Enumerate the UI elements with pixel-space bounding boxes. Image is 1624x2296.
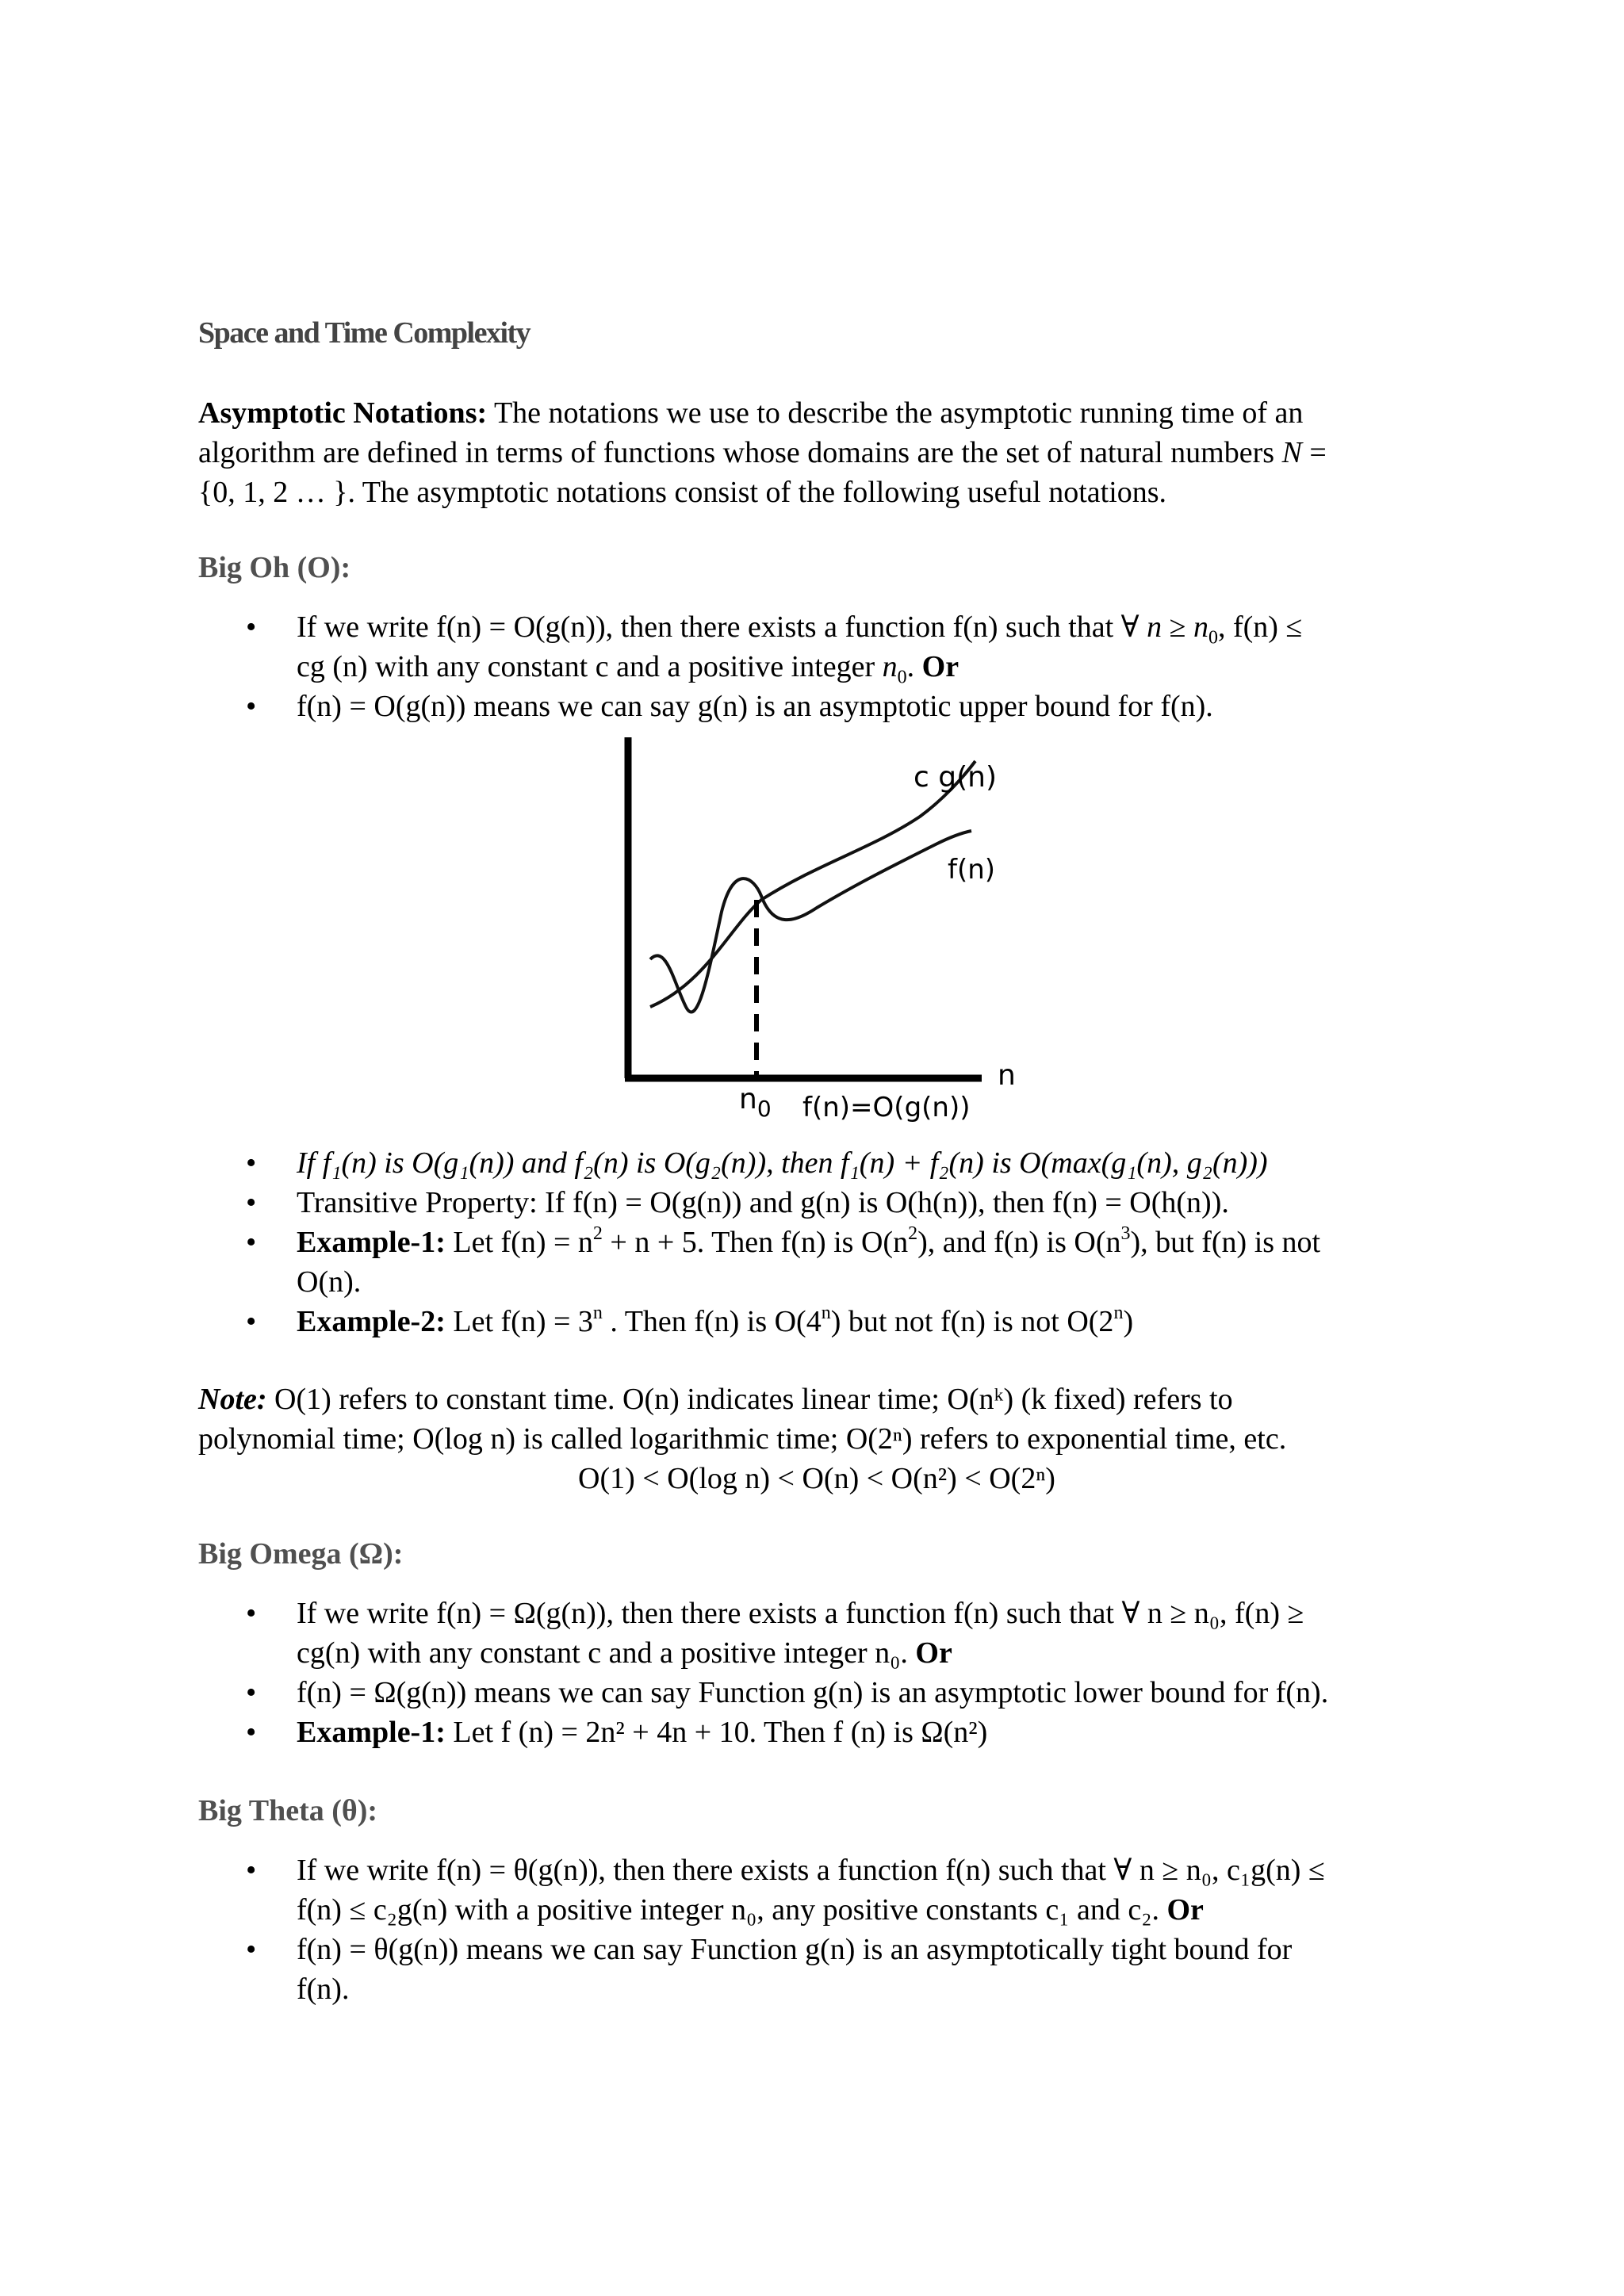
intro-line2-end: = — [1301, 436, 1327, 469]
intro-paragraph — [198, 393, 1435, 512]
label-f: f(n) — [948, 854, 996, 886]
label-n0: $n_0$ — [739, 1083, 772, 1122]
big-oh-heading: Big Oh (O): — [198, 551, 351, 584]
label-cg: c g(n) — [914, 761, 997, 794]
note-label: Note: — [198, 1383, 267, 1416]
f-curve — [650, 831, 971, 1012]
big-theta-bullets — [198, 1850, 1435, 2009]
complexity-order: O(1) < O(log n) < O(n) < O(n²) < O(2ⁿ) — [578, 1462, 1055, 1495]
page-title: Space and Time Complexity — [198, 316, 530, 350]
intro-line1: The notations we use to describe the asymptotic running time of an — [487, 396, 1304, 430]
big-oh-bullets-2 — [198, 1143, 1435, 1341]
big-omega-heading: Big Omega (Ω): — [198, 1537, 404, 1571]
list-item: • f(n) = θ(g(n)) means we can say Function g(n) is an asymptotically tight bound for f(n). — [246, 1933, 1293, 2006]
note-line1: O(1) refers to constant time. O(n) indicates linear time; O(nᵏ) (k fixed) refers to — [266, 1383, 1233, 1416]
big-oh-bullets — [198, 607, 1435, 726]
intro-line3: {0, 1, 2 … }. The asymptotic notations consist of the following useful notations. — [198, 476, 1167, 509]
intro-line2: algorithm are defined in terms of functions whose domains are the set of natural numbers — [198, 436, 1282, 469]
list-item: • Example-2: Let $f(n) = 3^n$ . Then f(n) is O(4$^n$) but not f(n) is not O(2$^n$) — [246, 1303, 1134, 1338]
list-item: • If we write f(n) = Ω(g(n)), then there exists a function f(n) such that ∀ n ≥ n₀, f(n) ≥ cg(n) with any constant c and a positive integer n₀. Or — [246, 1597, 1304, 1670]
list-item: • f(n) = O(g(n)) means we can say g(n) is an asymptotic upper bound for f(n). — [246, 690, 1213, 723]
intro-label: Asymptotic Notations: — [198, 396, 488, 430]
big-omega-bullets — [198, 1594, 1435, 1752]
cg-curve — [650, 761, 975, 1007]
label-n: n — [998, 1059, 1016, 1092]
list-item: • If we write f(n) = θ(g(n)), then there exists a function f(n) such that ∀ n ≥ n₀, c₁g(n) ≤ f(n) ≤ c₂g(n) with a positive integer n₀, any positive constants c₁ and c₂. Or — [246, 1854, 1325, 1927]
list-item: • Example-1: Let $f(n) = n^2 + n + 5$. Then f(n) is $O(n^2)$, and f(n) is $O(n^3)$, but f(n) is not O(n). — [246, 1223, 1321, 1299]
list-item: • If f₁(n) is O(g₁(n)) and f₂(n) is O(g₂(n)), then f₁(n) + f₂(n) is O(max(g₁(n), g₂(n))) — [246, 1146, 1268, 1180]
list-item: • Transitive Property: If f(n) = O(g(n)) and g(n) is O(h(n)), then f(n) = O(h(n)). — [246, 1186, 1229, 1219]
list-item: • If we write f(n) = O(g(n)), then there exists a function f(n) such that ∀ $n \ge n_0$, f(n) ≤ cg (n) with any constant c and a positive integer $n_0$. Or — [246, 610, 1303, 688]
list-item: • Example-1: Let f (n) = 2n² + 4n + 10. Then f (n) is Ω(n²) — [246, 1716, 988, 1749]
note-line2: polynomial time; O(log n) is called logarithmic time; O(2ⁿ) refers to exponential time, etc. — [198, 1422, 1287, 1456]
intro-set-n: N — [1281, 436, 1302, 469]
list-item: • f(n) = Ω(g(n)) means we can say Function g(n) is an asymptotic lower bound for f(n). — [246, 1676, 1329, 1709]
big-theta-heading: Big Theta (θ): — [198, 1794, 378, 1827]
note-paragraph — [198, 1380, 1435, 1498]
big-oh-figure — [611, 729, 1055, 1142]
figure-caption: f(n)=O(g(n)) — [802, 1092, 971, 1123]
